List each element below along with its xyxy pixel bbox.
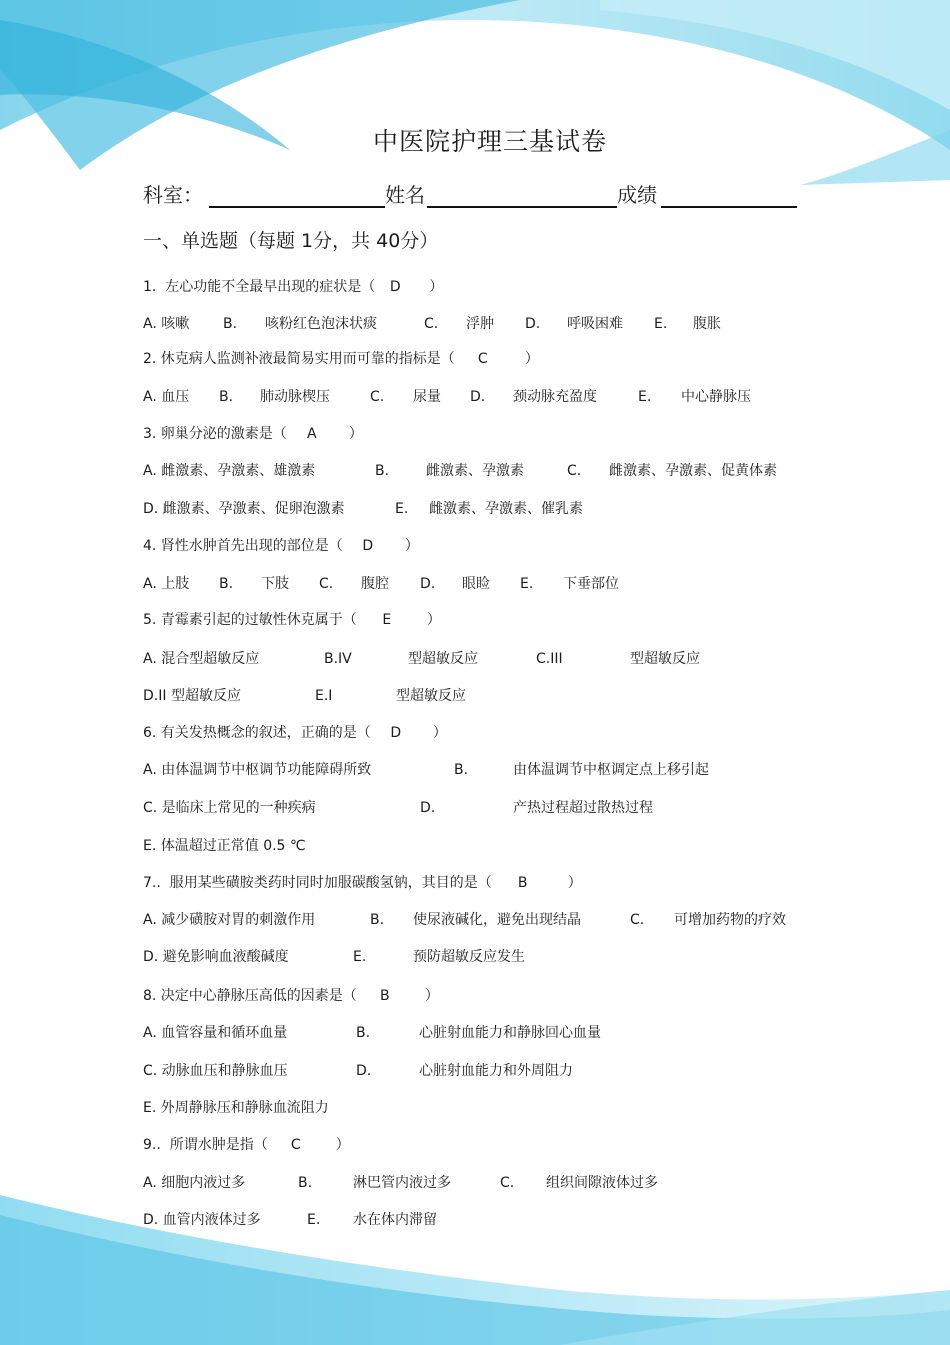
- option-text: 2. 休克病人监测补液最简易实用而可靠的指标是（: [143, 351, 455, 367]
- option-text: 4. 肾性水肿首先出现的部位是（: [143, 538, 343, 554]
- answer: B: [380, 988, 390, 1004]
- option-text: D.: [470, 389, 486, 405]
- option-text: ）: [335, 1137, 350, 1153]
- option-text: C. 是临床上常见的一种疾病: [143, 800, 316, 816]
- option-text: 雌激素、孕激素、促黄体素: [609, 463, 777, 479]
- option-text: 1. 左心功能不全最早出现的症状是（: [143, 279, 376, 295]
- answer: B: [517, 875, 528, 891]
- option-text: B.: [454, 762, 469, 778]
- option-text: 使尿液碱化，避免出现结晶: [413, 912, 581, 928]
- option-text: 腹腔: [361, 576, 389, 592]
- answer: C: [290, 1137, 301, 1153]
- info-row: [143, 176, 797, 208]
- option-text: 眼睑: [462, 576, 490, 592]
- option-text: 5. 青霉素引起的过敏性休克属于（: [143, 612, 357, 628]
- answer: D: [362, 538, 374, 554]
- answer: D: [389, 279, 401, 295]
- option-text: C.III: [536, 651, 563, 667]
- option-text: E.: [307, 1212, 321, 1228]
- option-text: A. 咳嗽: [143, 316, 190, 332]
- option-text: 型超敏反应: [630, 651, 700, 667]
- option-text: D. 雌激素、孕激素、促卵泡激素: [143, 501, 345, 517]
- question-stem: [143, 986, 439, 1006]
- option-text: 下肢: [261, 576, 289, 592]
- option-text: D.: [420, 800, 436, 816]
- question-stem: [143, 536, 419, 556]
- option-text: 预防超敏反应发生: [413, 949, 525, 965]
- option-text: 尿量: [413, 389, 441, 405]
- option-text: 产热过程超过散热过程: [513, 800, 653, 816]
- option-text: A. 血管容量和循环血量: [143, 1025, 288, 1041]
- option-text: E. 体温超过正常值 0.5 ℃: [143, 838, 306, 854]
- option-text: B.: [370, 912, 385, 928]
- option-text: ）: [432, 725, 447, 741]
- option-text: E.I: [315, 688, 333, 704]
- option-text: D.: [525, 316, 541, 332]
- option-text: B.IV: [324, 651, 352, 667]
- option-text: ）: [424, 988, 439, 1004]
- option-text: 可增加药物的疗效: [674, 912, 786, 928]
- option-text: 由体温调节中枢调定点上移引起: [513, 762, 709, 778]
- option-text: E.: [654, 316, 668, 332]
- option-text: ）: [404, 538, 419, 554]
- option-text: 浮肿: [466, 316, 494, 332]
- option-text: 7.. 服用某些磺胺类药时同时加服碳酸氢钠，其目的是（: [143, 875, 492, 891]
- option-text: A. 混合型超敏反应: [143, 651, 260, 667]
- option-text: D. 血管内液体过多: [143, 1212, 261, 1228]
- option-text: ）: [567, 875, 582, 891]
- question-stem: [143, 349, 539, 369]
- answer: A: [307, 426, 317, 442]
- option-text: ）: [348, 426, 363, 442]
- option-text: D. 避免影响血液酸碱度: [143, 949, 289, 965]
- question-stem: [143, 610, 441, 630]
- option-text: 颈动脉充盈度: [513, 389, 597, 405]
- option-text: 肺动脉楔压: [260, 389, 330, 405]
- section-title: 一、单选题（每题 1分，共 40分）: [143, 230, 439, 252]
- option-text: E.: [353, 949, 367, 965]
- dept-label: 科室：: [143, 183, 203, 207]
- option-text: A. 血压: [143, 389, 190, 405]
- option-text: 水在体内滞留: [353, 1212, 437, 1228]
- option-text: A. 减少磺胺对胃的刺激作用: [143, 912, 316, 928]
- option-text: D.: [356, 1063, 372, 1079]
- option-text: 心脏射血能力和外周阻力: [419, 1063, 573, 1079]
- question-stem: [143, 1135, 350, 1155]
- option-text: B.: [219, 389, 234, 405]
- score-label: 成绩: [617, 183, 657, 207]
- question-stem: [143, 424, 363, 444]
- option-text: E. 外周静脉压和静脉血流阻力: [143, 1100, 329, 1116]
- option-text: B.: [223, 316, 238, 332]
- option-text: 9.. 所谓水肿是指（: [143, 1137, 268, 1153]
- option-text: 型超敏反应: [396, 688, 466, 704]
- option-text: 中心静脉压: [681, 389, 751, 405]
- option-text: 雌激素、孕激素、催乳素: [429, 501, 583, 517]
- option-text: A. 由体温调节中枢调节功能障碍所致: [143, 762, 372, 778]
- question-stem: [143, 873, 582, 893]
- option-text: C.: [370, 389, 385, 405]
- option-text: B.: [219, 576, 234, 592]
- option-text: D.II 型超敏反应: [143, 688, 241, 704]
- option-text: 下垂部位: [563, 576, 619, 592]
- option-text: 咳粉红色泡沫状痰: [265, 316, 377, 332]
- option-text: 8. 决定中心静脉压高低的因素是（: [143, 988, 357, 1004]
- option-text: 淋巴管内液过多: [353, 1175, 451, 1191]
- exam-title: 中医院护理三基试卷: [372, 127, 607, 156]
- question-stem: [143, 723, 447, 743]
- option-text: ）: [429, 279, 444, 295]
- option-text: 雌激素、孕激素: [426, 463, 524, 479]
- option-text: 型超敏反应: [408, 651, 478, 667]
- option-text: C.: [500, 1175, 515, 1191]
- dept-blank: [209, 182, 385, 208]
- option-text: 腹胀: [693, 316, 721, 332]
- option-text: A. 上肢: [143, 576, 190, 592]
- option-text: ）: [524, 351, 539, 367]
- answer: E: [382, 612, 392, 628]
- option-text: A. 雌激素、孕激素、雄激素: [143, 463, 316, 479]
- score-blank: [661, 182, 797, 208]
- option-text: 呼吸困难: [567, 316, 623, 332]
- answer: C: [477, 351, 488, 367]
- option-text: B.: [298, 1175, 313, 1191]
- option-text: C.: [424, 316, 439, 332]
- option-text: E.: [395, 501, 409, 517]
- answer: D: [390, 725, 402, 741]
- option-text: 组织间隙液体过多: [546, 1175, 658, 1191]
- option-text: A. 细胞内液过多: [143, 1175, 246, 1191]
- option-text: ）: [426, 612, 441, 628]
- name-blank: [427, 182, 617, 208]
- option-text: D.: [420, 576, 436, 592]
- option-text: B.: [375, 463, 390, 479]
- question-stem: [143, 277, 443, 297]
- option-text: E.: [638, 389, 652, 405]
- option-text: C. 动脉血压和静脉血压: [143, 1063, 288, 1079]
- option-text: B.: [356, 1025, 371, 1041]
- option-text: C.: [567, 463, 582, 479]
- option-text: 心脏射血能力和静脉回心血量: [419, 1025, 601, 1041]
- option-text: C.: [319, 576, 334, 592]
- option-text: C.: [630, 912, 645, 928]
- option-text: E.: [520, 576, 534, 592]
- option-text: 6. 有关发热概念的叙述，正确的是（: [143, 725, 371, 741]
- option-text: 3. 卵巢分泌的激素是（: [143, 426, 287, 442]
- name-label: 姓名: [385, 183, 425, 207]
